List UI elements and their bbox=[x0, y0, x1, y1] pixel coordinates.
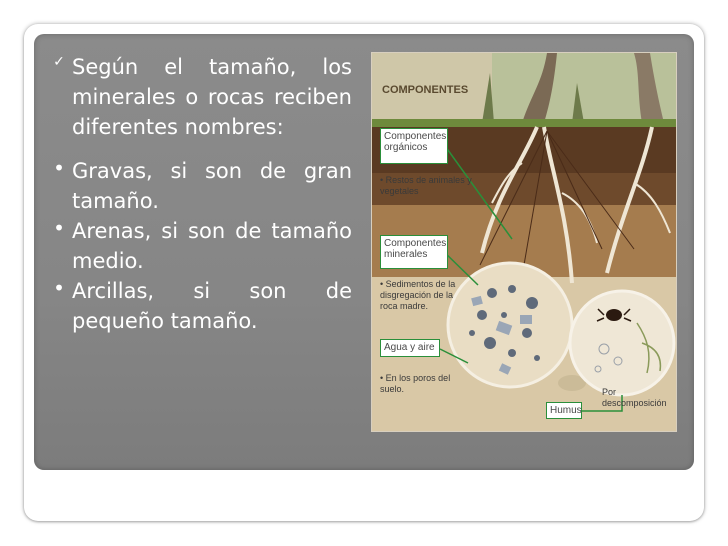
bullet-arcillas bbox=[52, 276, 352, 336]
organic-note: • Restos de animales y vegetales bbox=[380, 175, 472, 196]
bullet-list bbox=[52, 52, 352, 336]
bullet-dot-icon: • bbox=[53, 216, 65, 240]
bullet-dot-icon: • bbox=[53, 156, 65, 180]
water-air-box: Agua y aire bbox=[380, 339, 440, 357]
bullet-gravas bbox=[52, 156, 352, 216]
bullet-dot-icon: • bbox=[53, 276, 65, 300]
bullet-text: Arenas, si son de tamaño medio. bbox=[72, 219, 352, 273]
figure-title: COMPONENTES bbox=[382, 84, 469, 96]
bullet-text: Arcillas, si son de pequeño tamaño. bbox=[72, 279, 352, 333]
decomposition-label: Por descomposición bbox=[602, 387, 667, 408]
water-note: • En los poros del suelo. bbox=[380, 373, 451, 394]
mineral-note: • Sedimentos de la disgregación de la roca madre. bbox=[380, 279, 456, 311]
bullet-text: Según el tamaño, los minerales o rocas reciben diferentes nombres: bbox=[72, 55, 352, 139]
bullet-text: Gravas, si son de gran tamaño. bbox=[72, 159, 352, 213]
mineral-components-box: Componentes minerales bbox=[380, 235, 448, 269]
soil-components-figure bbox=[371, 52, 677, 432]
bullet-intro bbox=[52, 52, 352, 142]
humus-box: Humus bbox=[546, 402, 582, 419]
organic-components-box: Componentes orgánicos bbox=[380, 128, 448, 164]
bullet-arenas bbox=[52, 216, 352, 276]
checkmark-icon: ✓ bbox=[53, 54, 65, 70]
